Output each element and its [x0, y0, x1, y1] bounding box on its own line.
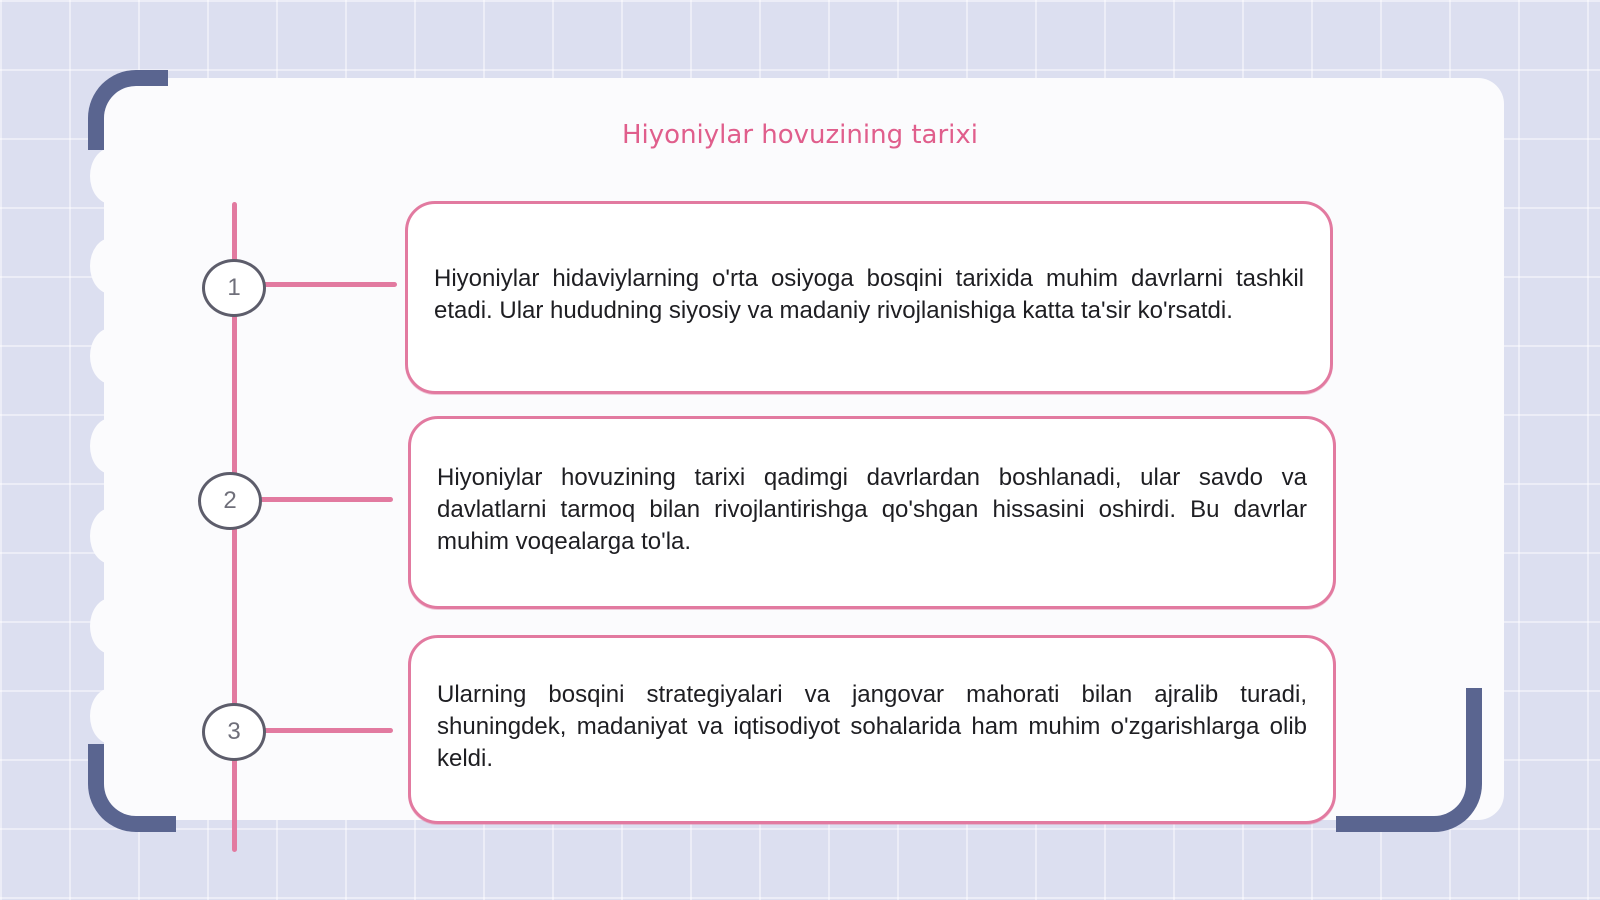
frame-corner-bottom-right — [1336, 688, 1482, 832]
scallop-edge — [90, 148, 132, 204]
step-number-badge-1 — [202, 259, 266, 317]
scallop-edge — [90, 508, 132, 564]
step-number-badge-3 — [202, 703, 266, 761]
scallop-edge — [90, 418, 132, 474]
step-card-3 — [408, 635, 1336, 824]
timeline-connector-1 — [262, 282, 397, 287]
step-number-1: 1 — [227, 274, 241, 301]
step-number-3: 3 — [227, 718, 241, 745]
slide-title: Hiyoniylar hovuzining tarixi — [622, 120, 978, 150]
frame-corner-bottom-left — [88, 744, 176, 832]
step-text-1: Hiyoniylar hidaviylarning o'rta osiyoga bosqini tarixida muhim davrlarni tashkil etadi. Ular hududning siyosiy va madaniy rivojlanishiga katta ta'sir ko'rsatdi. — [434, 264, 1304, 324]
scallop-edge — [90, 328, 132, 384]
timeline-connector-2 — [258, 497, 393, 502]
scallop-edge — [90, 688, 132, 744]
step-card-1 — [405, 201, 1333, 394]
scallop-edge — [90, 598, 132, 654]
timeline-connector-3 — [262, 728, 393, 733]
step-text-2: Hiyoniylar hovuzining tarixi qadimgi davrlardan boshlanadi, ular savdo va davlatlarni tarmoq bilan rivojlantirishga qo'shgan hissasini oshirdi. Bu davrlar muhim voqealarga to'la. — [437, 463, 1307, 555]
step-card-2 — [408, 416, 1336, 609]
scallop-edge — [90, 238, 132, 294]
step-text-3: Ularning bosqini strategiyalari va jangovar mahorati bilan ajralib turadi, shuningdek, madaniyat va iqtisodiyot sohalarida ham muhim o'zgarishlarga olib keldi. — [437, 680, 1307, 772]
step-number-badge-2 — [198, 472, 262, 530]
step-number-2: 2 — [223, 487, 237, 514]
frame-corner-top-left — [88, 70, 168, 150]
